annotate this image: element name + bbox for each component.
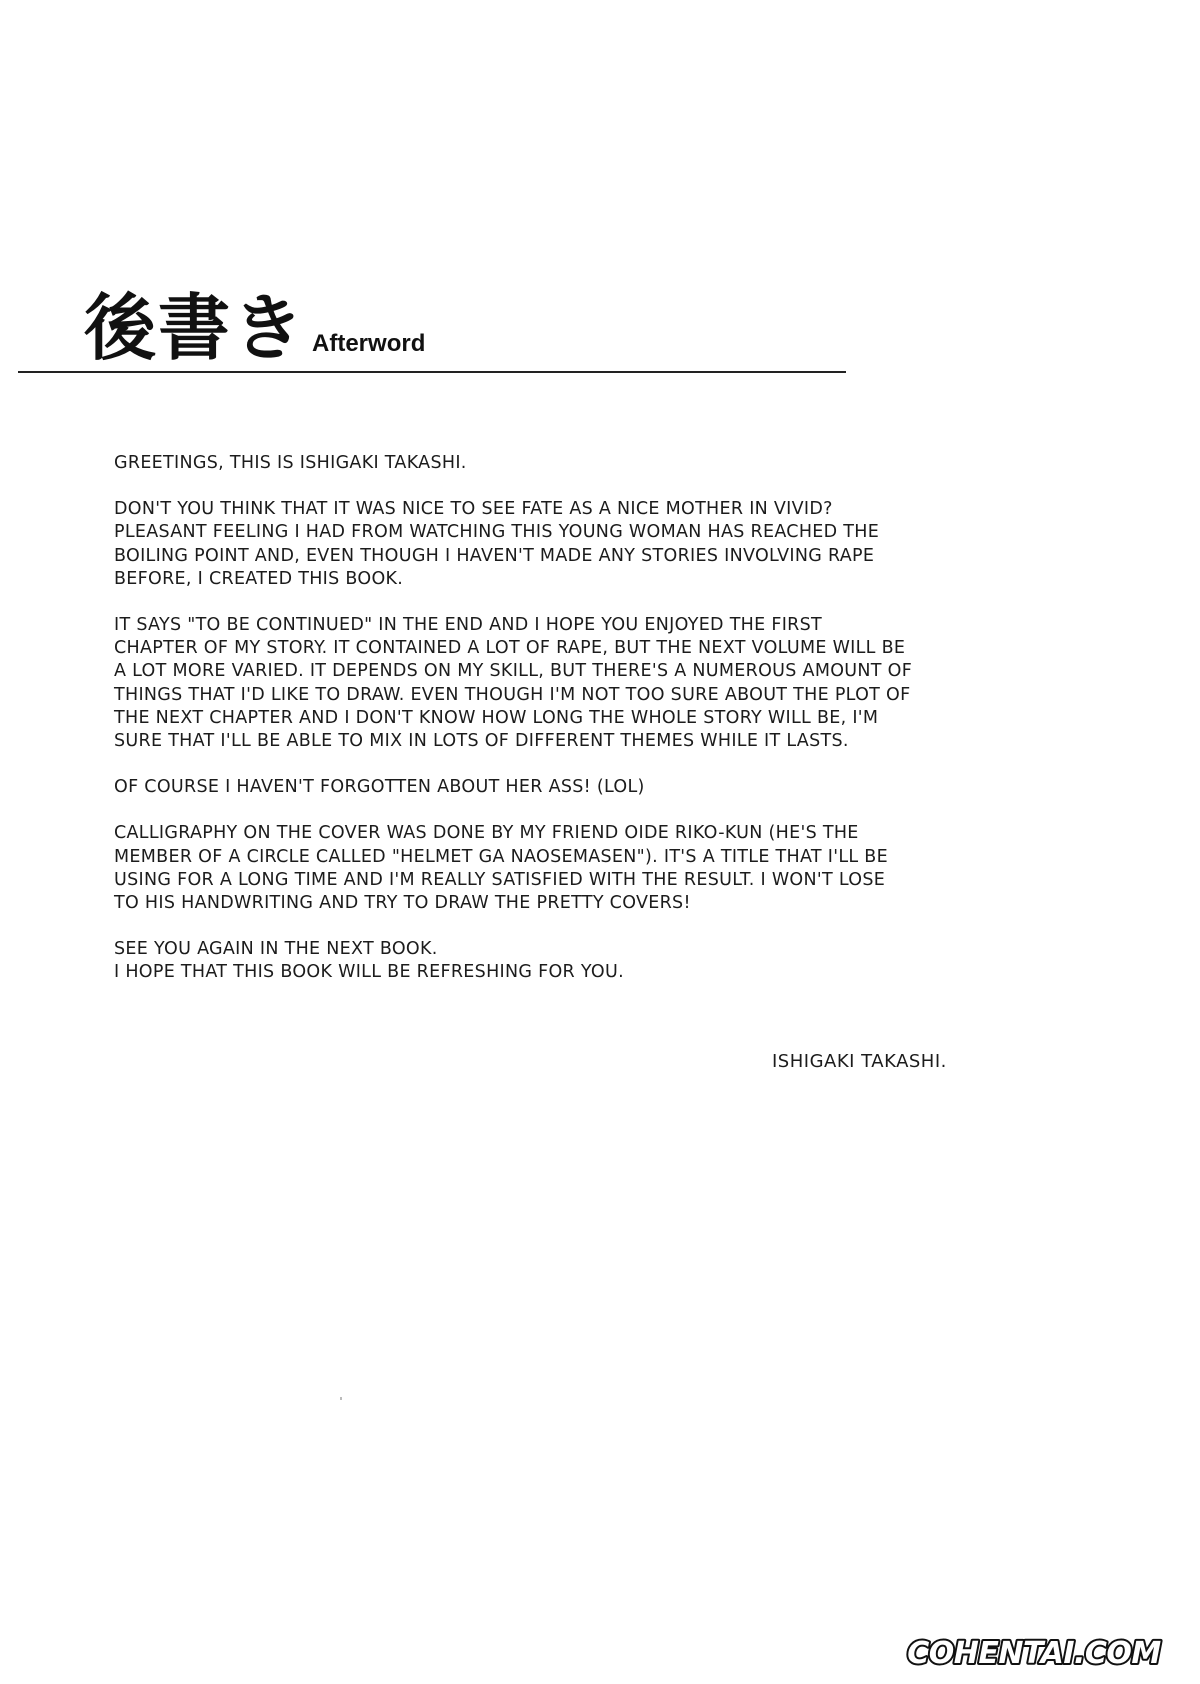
paragraph-greeting: GREETINGS, THIS IS ISHIGAKI TAKASHI. xyxy=(114,453,467,473)
heading-rule xyxy=(18,371,846,373)
paragraph-calligraphy: CALLIGRAPHY ON THE COVER WAS DONE BY MY FRIEND OIDE RIKO-KUN (HE'S THE MEMBER OF A CIRCLE CALLED "HELMET GA NAOSEMASEN"). IT'S A TITLE THAT I'LL BE USING FOR A LONG TIME AND I'M REALLY SATISFIED WITH THE RESULT. I WON'T LOSE TO HIS HANDWRITING AND TRY TO DRAW THE PRETTY COVERS! xyxy=(114,823,888,914)
watermark-logo-icon xyxy=(896,1632,1172,1672)
paragraph-continued: IT SAYS "TO BE CONTINUED" IN THE END AND I HOPE YOU ENJOYED THE FIRST CHAPTER OF MY STORY. IT CONTAINED A LOT OF RAPE, BUT THE NEXT VOLUME WILL BE A LOT MORE VARIED. IT DEPENDS ON MY SKILL, BUT THERE'S A NUMEROUS AMOUNT OF THINGS THAT I'D LIKE TO DRAW. EVEN THOUGH I'M NOT TOO SURE ABOUT THE PLOT OF THE NEXT CHAPTER AND I DON'T KNOW HOW LONG THE WHOLE STORY WILL BE, I'M SURE THAT I'LL BE ABLE TO MIX IN LOTS OF DIFFERENT THEMES WHILE IT LASTS. xyxy=(114,615,913,752)
afterword-heading xyxy=(84,285,426,370)
paragraph-lol: OF COURSE I HAVEN'T FORGOTTEN ABOUT HER ASS! (LOL) xyxy=(114,777,645,798)
paragraph-farewell: SEE YOU AGAIN IN THE NEXT BOOK. I HOPE THAT THIS BOOK WILL BE REFRESHING FOR YOU. xyxy=(114,939,624,983)
afterword-body xyxy=(114,452,994,1008)
heading-japanese: 後書き xyxy=(84,285,307,370)
author-signature: ISHIGAKI TAKASHI. xyxy=(772,1051,947,1072)
heading-english: Afterword xyxy=(312,330,426,357)
paper-speck xyxy=(340,1397,342,1400)
watermark-text: COHENTAI.COM xyxy=(907,1636,1161,1671)
site-watermark-logo xyxy=(896,1632,1172,1672)
paragraph-fate: DON'T YOU THINK THAT IT WAS NICE TO SEE FATE AS A NICE MOTHER IN VIVID? PLEASANT FEELING I HAD FROM WATCHING THIS YOUNG WOMAN HAS REACHED THE BOILING POINT AND, EVEN THOUGH I HAVEN'T MADE ANY STORIES INVOLVING RAPE BEFORE, I CREATED THIS BOOK. xyxy=(114,499,880,589)
